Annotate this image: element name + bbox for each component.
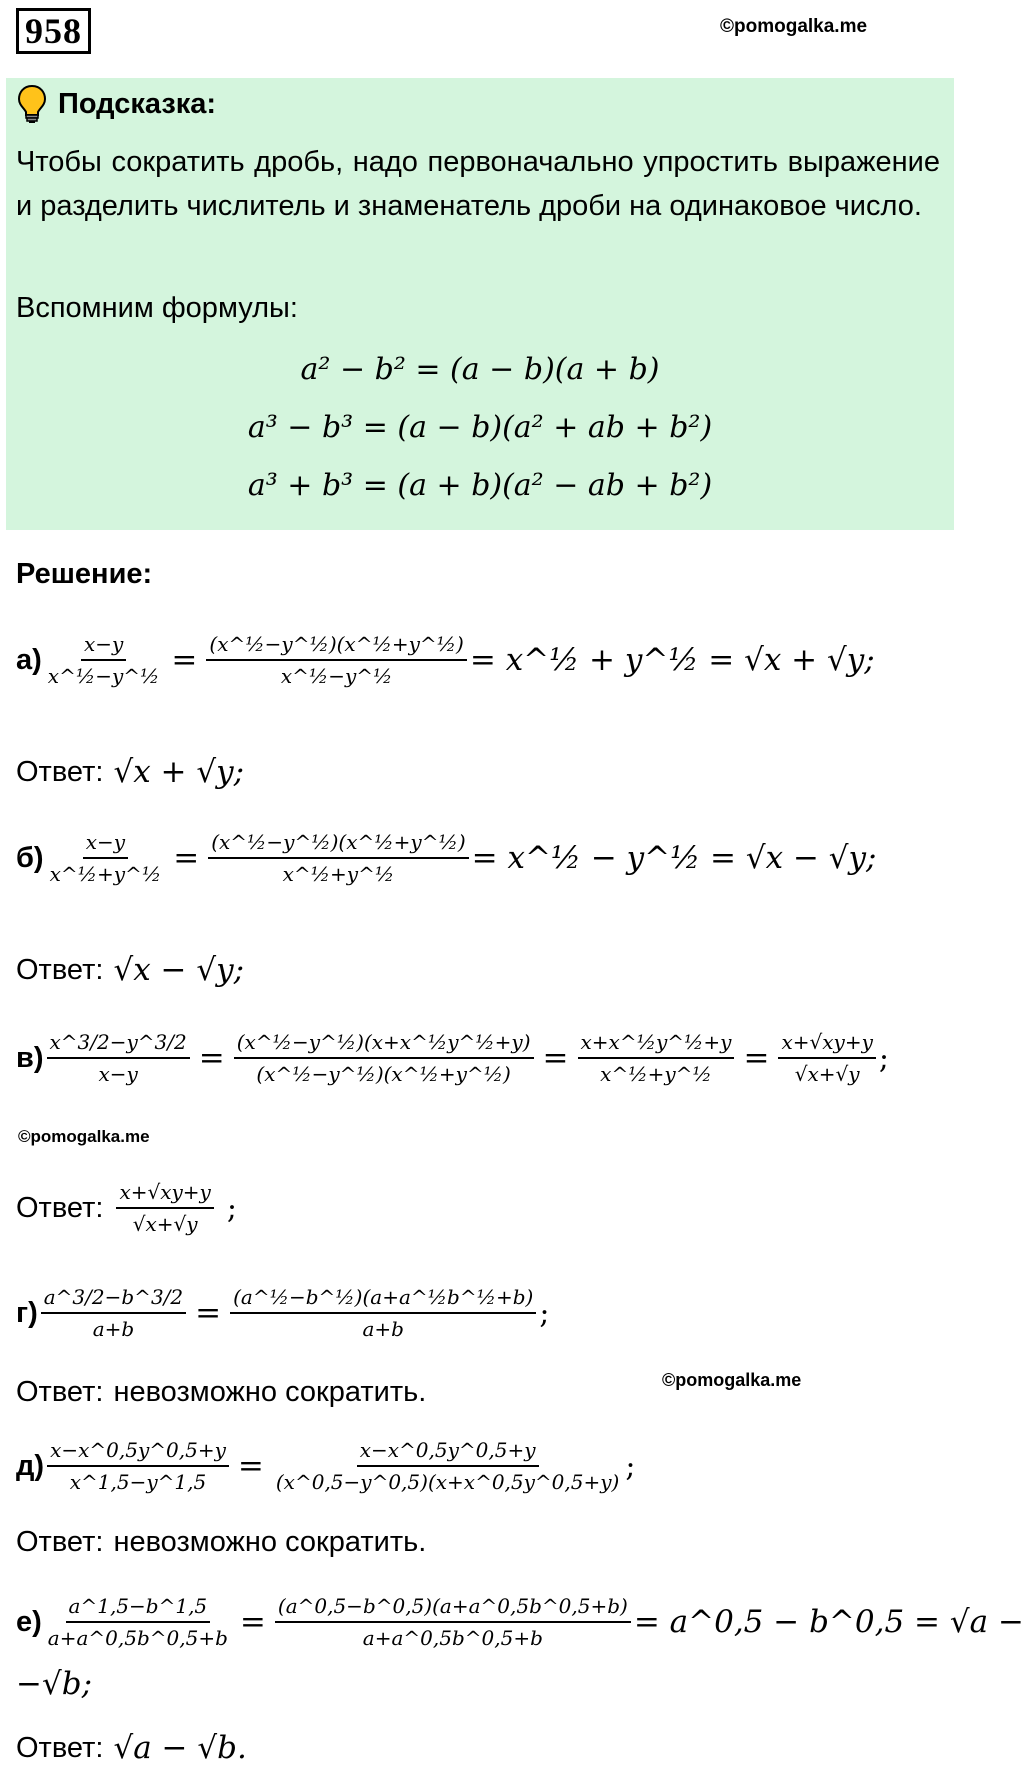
lightbulb-icon bbox=[16, 84, 48, 124]
part-c-fraction-3: $\frac{\text{x+x\textasciicircum{}½y\textasciicircum{}½+y}}{\text{x\textasciicircum{}½+y\textasciicircum{}½}}$ bbox=[578, 1030, 735, 1086]
part-d-fraction-2: $\frac{\text{(a\textasciicircum{}½−b\textasciicircum{}½)(a+a\textasciicircum{}½b\textasciicircum{}½+b)}}{a+b}$ bbox=[230, 1285, 536, 1341]
part-e-fraction-1: $\frac{x-x\^{}0,5y\^{}0,5+y}{x\^{}1,5-y\^{}1,5}$ bbox=[47, 1438, 229, 1494]
part-b-answer: Ответ: √x − √y; bbox=[16, 952, 245, 988]
part-f-result-continued: −√b; bbox=[16, 1666, 93, 1702]
part-c-label: в) bbox=[16, 1041, 44, 1074]
part-f-result: = a^0,5 − b^0,5 = √a − bbox=[633, 1604, 1024, 1640]
part-b-label: б) bbox=[16, 841, 44, 874]
watermark-lower: ©pomogalka.me bbox=[662, 1370, 802, 1390]
part-a-answer: Ответ: √x + √y; bbox=[16, 754, 245, 790]
part-c-fraction-2: $\frac{\text{(x\textasciicircum{}½−y\textasciicircum{}½)(x+x\textasciicircum{}½y\textasciicircum{}½+y)}}{\text{(x\textasciicircum{}½−y\textasciicircum{}½)(x\textasciicircum{}½+y\textasciicircum{}½)}}$ bbox=[234, 1030, 534, 1086]
part-a-fraction-1: $\frac{x-y}{\text{x\textasciicircum{}½−y\textasciicircum{}½}}$ bbox=[47, 632, 160, 688]
hint-title bbox=[16, 84, 216, 124]
part-b-fraction-2: $\frac{\text{(x\textasciicircum{}½−y\textasciicircum{}½)(x\textasciicircum{}½+y\textasciicircum{}½)}}{\text{x\textasciicircum{}½+y\textasciicircum{}½}}$ bbox=[208, 830, 468, 886]
part-b-line: б) $\frac{x-y}{\text{x\textasciicircum{}½+y\textasciicircum{}½}}$ = $\frac{\text{(x\textasciicircum{}½−y\textasciicircum{}½)(x\textasciicircum{}½+y\textasciicircum{}½)}}{\text{x\textasciicircum{}½+y\textasciicircum{}½}}$ = x^½ − y^½ = √x − √y; bbox=[16, 830, 877, 886]
part-e-answer: Ответ: невозможно сократить. bbox=[16, 1526, 427, 1558]
part-e-fraction-2: $\frac{x-x\^{}0,5y\^{}0,5+y}{(x\^{}0,5-y\^{}0,5)(x+x\^{}0,5y\^{}0,5+y)}$ bbox=[275, 1438, 620, 1494]
part-d-line: г) $\frac{a\^{}3/2-b\^{}3/2}{a+b}$ = $\frac{\text{(a\textasciicircum{}½−b\textasciicircum{}½)(a+a\textasciicircum{}½b\textasciicircum{}½+b)}}{a+b}$ ; bbox=[16, 1285, 550, 1341]
part-f-fraction-2: $\frac{(a\^{}0,5-b\^{}0,5)(a+a\^{}0,5b\^{}0,5+b)}{a+a\^{}0,5b\^{}0,5+b}$ bbox=[275, 1594, 631, 1650]
formula-difference-of-cubes: a³ − b³ = (a − b)(a² + ab + b²) bbox=[247, 410, 713, 445]
part-f-fraction-1: $\frac{a\^{}1,5-b\^{}1,5}{a+a\^{}0,5b\^{}0,5+b}$ bbox=[47, 1594, 228, 1650]
part-f-line: е) $\frac{a\^{}1,5-b\^{}1,5}{a+a\^{}0,5b\^{}0,5+b}$ = $\frac{(a\^{}0,5-b\^{}0,5)(a+a\^{}0,5b\^{}0,5+b)}{a+a\^{}0,5b\^{}0,5+b}$ = a^0,5 − b^0,5 = √a − bbox=[16, 1594, 1024, 1650]
watermark-top: ©pomogalka.me bbox=[720, 16, 868, 37]
hint-text: Чтобы сократить дробь, надо первоначально упростить выражение и разделить числитель и знаменатель дроби на одинаковое число. bbox=[16, 146, 940, 222]
formula-difference-of-squares: a² − b² = (a − b)(a + b) bbox=[300, 352, 660, 387]
part-a-line: а) $\frac{x-y}{\text{x\textasciicircum{}½−y\textasciicircum{}½}}$ = $\frac{\text{(x\textasciicircum{}½−y\textasciicircum{}½)(x\textasciicircum{}½+y\textasciicircum{}½)}}{\text{x\textasciicircum{}½−y\textasciicircum{}½}}$ = x^½ + y^½ = √x + √y; bbox=[16, 632, 875, 688]
part-d-label: г) bbox=[16, 1296, 38, 1329]
part-f-label: е) bbox=[16, 1605, 42, 1638]
part-a-label: а) bbox=[16, 643, 42, 676]
part-c-fraction-4: $\frac{x+√xy+y}{√x+√y}$ bbox=[778, 1030, 875, 1086]
part-d-fraction-1: $\frac{a\^{}3/2-b\^{}3/2}{a+b}$ bbox=[41, 1285, 186, 1341]
part-b-result: = x^½ − y^½ = √x − √y; bbox=[471, 840, 877, 876]
part-b-fraction-1: $\frac{x-y}{\text{x\textasciicircum{}½+y\textasciicircum{}½}}$ bbox=[49, 830, 162, 886]
problem-number: 958 bbox=[16, 8, 91, 54]
watermark-mid: ©pomogalka.me bbox=[18, 1127, 150, 1146]
formulas-intro: Вспомним формулы: bbox=[16, 292, 298, 324]
part-c-line: в) $\frac{x\^{}3/2-y\^{}3/2}{x-y}$ = $\frac{\text{(x\textasciicircum{}½−y\textasciicircum{}½)(x+x\textasciicircum{}½y\textasciicircum{}½+y)}}{\text{(x\textasciicircum{}½−y\textasciicircum{}½)(x\textasciicircum{}½+y\textasciicircum{}½)}}$ = $\frac{\text{x+x\textasciicircum{}½y\textasciicircum{}½+y}}{\text{x\textasciicircum{}½+y\textasciicircum{}½}}$ = $\frac{x+√xy+y}{√x+√y}$ ; bbox=[16, 1030, 889, 1086]
part-c-fraction-1: $\frac{x\^{}3/2-y\^{}3/2}{x-y}$ bbox=[47, 1030, 190, 1086]
part-a-fraction-2: $\frac{\text{(x\textasciicircum{}½−y\textasciicircum{}½)(x\textasciicircum{}½+y\textasciicircum{}½)}}{\text{x\textasciicircum{}½−y\textasciicircum{}½}}$ bbox=[206, 632, 466, 688]
solution-title: Решение: bbox=[16, 558, 153, 590]
formula-sum-of-cubes: a³ + b³ = (a + b)(a² − ab + b²) bbox=[247, 468, 713, 503]
part-c-answer: Ответ: $\frac{x+√xy+y}{√x+√y}$ ; bbox=[16, 1180, 237, 1236]
part-e-label: д) bbox=[16, 1449, 45, 1482]
part-d-answer: Ответ: невозможно сократить. bbox=[16, 1376, 427, 1408]
part-a-result: = x^½ + y^½ = √x + √y; bbox=[469, 642, 875, 678]
part-e-line: д) $\frac{x-x\^{}0,5y\^{}0,5+y}{x\^{}1,5-y\^{}1,5}$ = $\frac{x-x\^{}0,5y\^{}0,5+y}{(x\^{}0,5-y\^{}0,5)(x+x\^{}0,5y\^{}0,5+y)}$ ; bbox=[16, 1438, 636, 1494]
part-f-answer: Ответ: √a − √b. bbox=[16, 1730, 247, 1766]
hint-title-text: Подсказка: bbox=[58, 87, 217, 120]
